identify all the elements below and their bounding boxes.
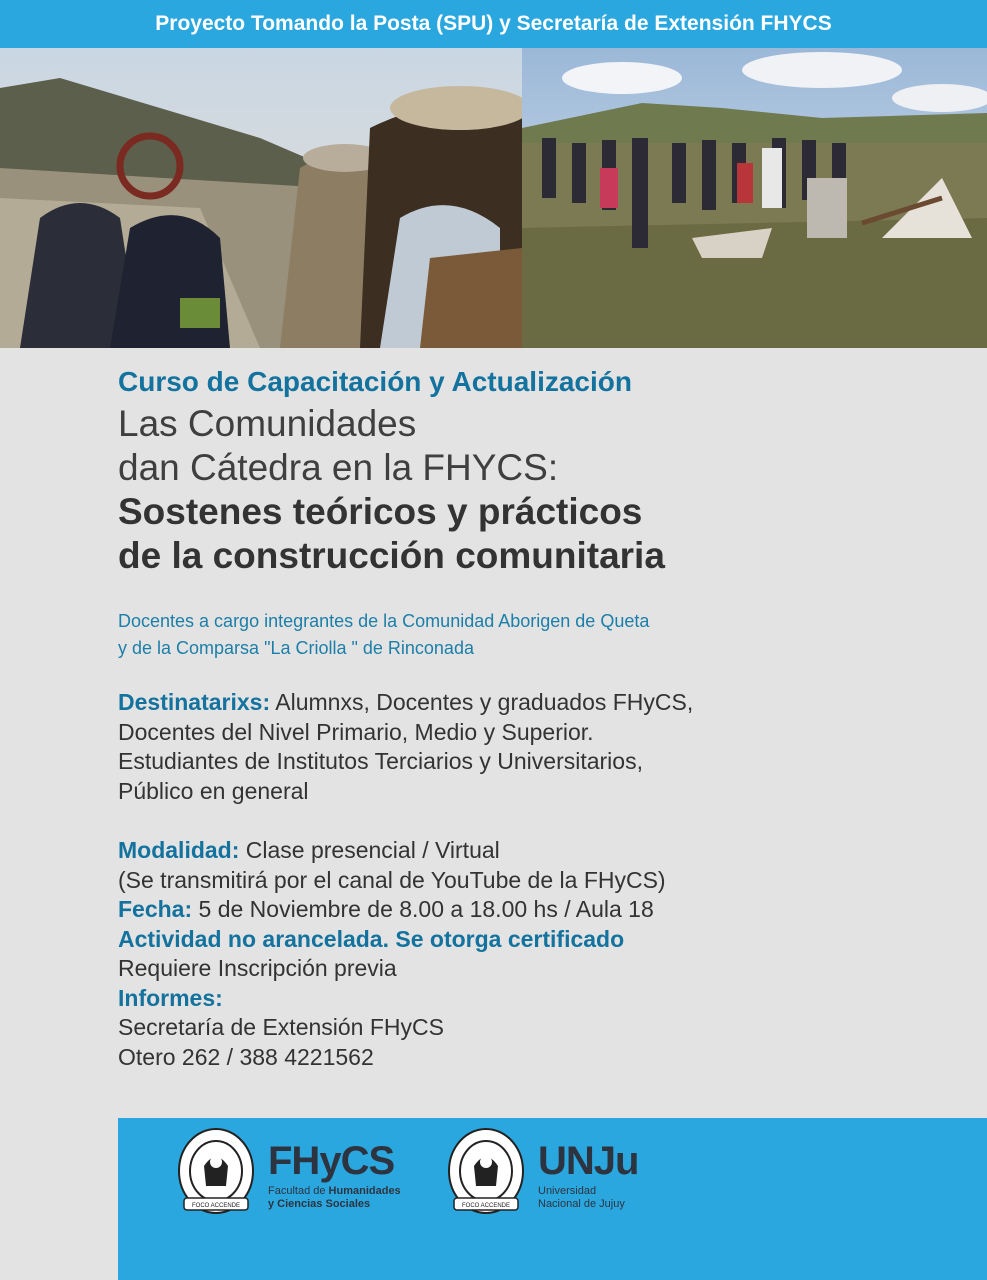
course-kicker: Curso de Capacitación y Actualización [118, 366, 632, 397]
unju-sub1: Universidad [538, 1185, 597, 1197]
modality-label: Modalidad: [118, 837, 240, 863]
audience-label: Destinatarixs: [118, 689, 271, 715]
header-banner [0, 0, 987, 48]
info-line1: Secretaría de Extensión FHyCS [118, 1014, 444, 1040]
modality-note: (Se transmitirá por el canal de YouTube de la FHyCS) [118, 866, 666, 893]
fhycs-sub1b: Humanidades [328, 1185, 401, 1197]
audience-block [118, 688, 958, 806]
date-label: Fecha: [118, 896, 193, 922]
header-title: Proyecto Tomando la Posta (SPU) y Secretaría de Extensión FHYCS [155, 12, 832, 35]
audience-line2: Docentes del Nivel Primario, Medio y Superior. [118, 718, 594, 745]
course-subtitle-line1: Sostenes teóricos y prácticos [118, 491, 643, 532]
teachers-line1: Docentes a cargo integrantes de la Comunidad Aborigen de Queta [118, 611, 650, 631]
unju-name: UNJu [538, 1139, 639, 1183]
course-title-line1: Las Comunidades [118, 403, 417, 444]
fhycs-sub1a: Facultad de [268, 1185, 329, 1197]
free-activity-text: Actividad no arancelada. Se otorga certificado [118, 925, 625, 952]
fhycs-sub2: y Ciencias Sociales [268, 1198, 371, 1210]
seal-band-text: FOCO ACCENDE [461, 1203, 511, 1209]
university-seal-icon [176, 1126, 256, 1226]
modality-value: Clase presencial / Virtual [239, 837, 500, 863]
footer-logos-bar [118, 1118, 987, 1280]
course-title-line2: dan Cátedra en la FHYCS: [118, 447, 559, 488]
audience-line1: Alumnxs, Docentes y graduados FHyCS, [270, 689, 694, 715]
unju-sub2: Nacional de Jujuy [538, 1198, 625, 1210]
audience-line4: Público en general [118, 777, 309, 804]
fhycs-name: FHyCS [268, 1139, 395, 1183]
info-line2: Otero 262 / 388 4221562 [118, 1043, 374, 1070]
photo-ceremony-gathering [522, 48, 987, 348]
course-subtitle-line2: de la construcción comunitaria [118, 535, 665, 576]
date-value: 5 de Noviembre de 8.00 a 18.00 hs / Aula 18 [192, 896, 654, 922]
teachers-line2: y de la Comparsa "La Criolla " de Rinconada [118, 638, 474, 658]
audience-line3: Estudiantes de Institutos Terciarios y Universitarios, [118, 748, 643, 774]
fhycs-logo [176, 1126, 401, 1226]
seal-band-text: FOCO ACCENDE [191, 1203, 241, 1209]
photo-community-members [0, 48, 522, 348]
registration-text: Requiere Inscripción previa [118, 955, 397, 981]
unju-logo [446, 1126, 638, 1226]
course-info [118, 360, 958, 1072]
university-seal-icon [446, 1126, 526, 1226]
info-label: Informes: [118, 984, 223, 1011]
teachers-note [118, 608, 958, 662]
details-block [118, 836, 958, 1072]
